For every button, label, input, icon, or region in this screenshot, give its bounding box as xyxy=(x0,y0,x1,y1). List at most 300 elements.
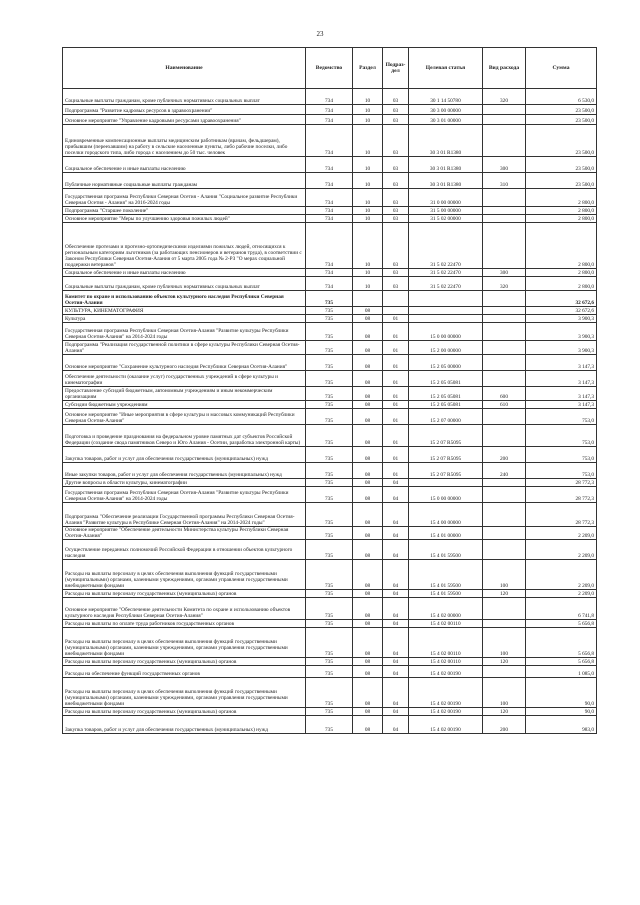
row-subsection: 04 xyxy=(383,487,409,503)
row-subsection: 03 xyxy=(383,105,409,115)
row-sum: 2 800,0 xyxy=(526,215,597,223)
row-name: Социальное обеспечение и иные выплаты населению xyxy=(63,157,306,173)
table-row xyxy=(63,323,597,341)
row-name: Подпрограмма "Старшее поколение" xyxy=(63,207,306,215)
row-expense-type xyxy=(483,307,526,315)
row-item xyxy=(409,315,483,323)
table-row xyxy=(63,425,597,447)
row-section: 08 xyxy=(353,487,383,503)
row-subsection: 03 xyxy=(383,89,409,105)
row-name: Комитет по охране и использованию объектов культурного наследия Республики Северная Осетия-Алания xyxy=(63,291,306,307)
row-sum: 5 656,8 xyxy=(526,658,597,666)
row-subsection: 03 xyxy=(383,115,409,125)
row-dept: 734 xyxy=(306,215,353,223)
row-expense-type xyxy=(483,620,526,628)
row-dept: 735 xyxy=(306,447,353,463)
row-name: Расходы на выплаты персоналу в целях обеспечения выполнения функций государственными (муниципальными) органами, казенными учреждениями, органами управления государственными внебюджетными фондами xyxy=(63,678,306,708)
row-item: 15 2 05 05081 xyxy=(409,401,483,409)
row-name: Подготовка и проведение празднования на федеральном уровне памятных дат субъектов Российской Федерации (создание свода памятников Северо и Юго Алания - Осетии, разработка электронной карты) xyxy=(63,425,306,447)
table-row xyxy=(63,447,597,463)
row-name: Основное мероприятие "Сохранение культурного наследия Республики Северная Осетия-Алания" xyxy=(63,355,306,371)
row-subsection: 01 xyxy=(383,387,409,401)
row-sum: 23 500,0 xyxy=(526,157,597,173)
row-subsection: 04 xyxy=(383,479,409,487)
row-subsection: 04 xyxy=(383,658,409,666)
row-section: 08 xyxy=(353,323,383,341)
row-item: 31 0 00 00000 xyxy=(409,189,483,207)
row-dept: 735 xyxy=(306,425,353,447)
row-name: Единовременные компенсационные выплаты медицинским работникам (врачам, фельдшерам), прибывшим (переехавшим) на работу в сельские населенные пункты, либо рабочие поселки, либо поселки городского типа, либо города с населением до 50 тыс. человек xyxy=(63,125,306,157)
row-subsection: 01 xyxy=(383,401,409,409)
row-dept: 735 xyxy=(306,716,353,734)
row-item: 15 4 01 00000 xyxy=(409,527,483,540)
row-section: 10 xyxy=(353,277,383,291)
row-name: Расходы на выплаты персоналу государственных (муниципальных) органов xyxy=(63,708,306,716)
row-expense-type xyxy=(483,598,526,620)
row-item: 15 4 02 00190 xyxy=(409,716,483,734)
row-section: 10 xyxy=(353,223,383,269)
table-body xyxy=(63,89,597,734)
row-name: Расходы на выплаты по оплате труда работников государственных органов xyxy=(63,620,306,628)
row-item: 15 4 02 00190 xyxy=(409,678,483,708)
row-section: 08 xyxy=(353,479,383,487)
row-item: 15 4 02 00190 xyxy=(409,666,483,678)
row-subsection: 03 xyxy=(383,173,409,189)
row-subsection: 04 xyxy=(383,503,409,527)
row-sum: 3 147,3 xyxy=(526,355,597,371)
row-item: 31 5 00 00000 xyxy=(409,207,483,215)
table-row xyxy=(63,479,597,487)
table-row xyxy=(63,215,597,223)
row-subsection: 03 xyxy=(383,189,409,207)
row-expense-type: 600 xyxy=(483,387,526,401)
row-item: 15 2 07 00000 xyxy=(409,409,483,425)
row-subsection: 04 xyxy=(383,708,409,716)
table-row xyxy=(63,628,597,658)
table-row xyxy=(63,401,597,409)
row-name: Обеспечение протезами и протезно-ортопедическими изделиями пожилых людей, относящихся к региональным категориям льготников (за работающих пенсионеров и ветеранов труда), в соответствии с Законом Республики Северная Осетия-Алания от 5 марта 2005 года № 2-РЗ "О мерах социальной поддержки ветеранов" xyxy=(63,223,306,269)
row-dept: 735 xyxy=(306,307,353,315)
table-row xyxy=(63,409,597,425)
row-section: 08 xyxy=(353,560,383,590)
row-sum: 753,0 xyxy=(526,447,597,463)
row-subsection: 04 xyxy=(383,560,409,590)
row-name: Основное мероприятие "Обеспечение деятельности Комитета по охране и использованию объектов культурного наследия Республики Северная Осетия-Алания" xyxy=(63,598,306,620)
table-row xyxy=(63,315,597,323)
row-section: 08 xyxy=(353,666,383,678)
row-subsection: 03 xyxy=(383,215,409,223)
row-expense-type xyxy=(483,105,526,115)
row-sum: 32 672,6 xyxy=(526,291,597,307)
table-row xyxy=(63,157,597,173)
row-expense-type xyxy=(483,323,526,341)
row-dept: 735 xyxy=(306,341,353,355)
row-dept: 735 xyxy=(306,620,353,628)
row-item: 15 0 00 00000 xyxy=(409,323,483,341)
row-sum: 2 209,0 xyxy=(526,560,597,590)
row-item: 15 4 00 00000 xyxy=(409,503,483,527)
row-expense-type xyxy=(483,125,526,157)
row-sum: 28 772,3 xyxy=(526,487,597,503)
row-expense-type xyxy=(483,207,526,215)
row-item: 15 2 05 05081 xyxy=(409,371,483,387)
row-expense-type xyxy=(483,355,526,371)
row-item: 30 1 14 50780 xyxy=(409,89,483,105)
table-row xyxy=(63,173,597,189)
row-dept: 734 xyxy=(306,207,353,215)
row-dept: 734 xyxy=(306,89,353,105)
row-name: Основное мероприятие "Обеспечение деятельности Министерства культуры Республики Северная Осетия-Алания" xyxy=(63,527,306,540)
row-dept: 735 xyxy=(306,540,353,560)
row-item: 31 5 02 22470 xyxy=(409,223,483,269)
row-sum: 6 530,0 xyxy=(526,89,597,105)
row-expense-type: 310 xyxy=(483,173,526,189)
row-item: 15 4 01 59500 xyxy=(409,560,483,590)
row-name: Основное мероприятие "Иные мероприятия в сфере культуры и массовых коммуникаций Республики Северная Осетия-Алания" xyxy=(63,409,306,425)
row-sum: 753,0 xyxy=(526,409,597,425)
row-subsection: 01 xyxy=(383,341,409,355)
row-item: 15 4 01 59500 xyxy=(409,590,483,598)
row-item: 30 3 01 R1380 xyxy=(409,125,483,157)
row-name: Культура xyxy=(63,315,306,323)
row-expense-type: 320 xyxy=(483,277,526,291)
budget-table xyxy=(62,47,597,734)
row-section: 08 xyxy=(353,658,383,666)
row-expense-type xyxy=(483,479,526,487)
table-row xyxy=(63,708,597,716)
row-expense-type xyxy=(483,189,526,207)
row-dept: 735 xyxy=(306,371,353,387)
table-row xyxy=(63,307,597,315)
row-dept: 735 xyxy=(306,355,353,371)
table-row xyxy=(63,291,597,307)
row-sum: 23 500,0 xyxy=(526,105,597,115)
row-subsection: 04 xyxy=(383,540,409,560)
row-name: Социальные выплаты гражданам, кроме публичных нормативных социальных выплат xyxy=(63,89,306,105)
row-item: 15 2 05 00000 xyxy=(409,355,483,371)
row-subsection: 04 xyxy=(383,716,409,734)
row-item: 15 2 00 00000 xyxy=(409,341,483,355)
row-sum: 5 656,8 xyxy=(526,628,597,658)
row-item: 15 4 02 00190 xyxy=(409,708,483,716)
row-section: 08 xyxy=(353,425,383,447)
row-name: Расходы на выплаты персоналу государственных (муниципальных) органов xyxy=(63,658,306,666)
row-dept: 735 xyxy=(306,479,353,487)
table-row xyxy=(63,355,597,371)
row-subsection: 04 xyxy=(383,678,409,708)
row-dept: 734 xyxy=(306,277,353,291)
row-section: 08 xyxy=(353,540,383,560)
row-name: Расходы на обеспечение функций государственных органов xyxy=(63,666,306,678)
table-row xyxy=(63,503,597,527)
row-expense-type: 100 xyxy=(483,560,526,590)
table-row xyxy=(63,105,597,115)
row-name: Предоставление субсидий бюджетным, автономным учреждениям и иным некоммерческим организациям xyxy=(63,387,306,401)
row-sum: 2 209,0 xyxy=(526,527,597,540)
header-name: Наименование xyxy=(63,48,306,89)
row-sum: 90,0 xyxy=(526,708,597,716)
row-sum: 753,0 xyxy=(526,463,597,479)
row-sum: 32 672,6 xyxy=(526,307,597,315)
row-sum: 1 085,0 xyxy=(526,666,597,678)
row-subsection: 03 xyxy=(383,269,409,277)
row-dept: 735 xyxy=(306,658,353,666)
row-section: 08 xyxy=(353,307,383,315)
row-section: 10 xyxy=(353,125,383,157)
row-dept: 734 xyxy=(306,173,353,189)
row-sum: 23 500,0 xyxy=(526,115,597,125)
row-name: Другие вопросы в области культуры, кинематографии xyxy=(63,479,306,487)
header-expense-type: Вид расхода xyxy=(483,48,526,89)
header-subsection: Подраз-дел xyxy=(383,48,409,89)
header-item: Целевая статья xyxy=(409,48,483,89)
row-section: 08 xyxy=(353,409,383,425)
row-expense-type xyxy=(483,425,526,447)
row-section: 08 xyxy=(353,503,383,527)
row-subsection: 01 xyxy=(383,355,409,371)
row-expense-type: 120 xyxy=(483,708,526,716)
row-section: 08 xyxy=(353,708,383,716)
row-subsection: 04 xyxy=(383,666,409,678)
row-item xyxy=(409,291,483,307)
row-name: Закупка товаров, работ и услуг для обеспечения государственных (муниципальных) нужд xyxy=(63,447,306,463)
row-item: 30 3 01 R1380 xyxy=(409,157,483,173)
row-dept: 735 xyxy=(306,678,353,708)
table-row xyxy=(63,341,597,355)
row-subsection: 04 xyxy=(383,527,409,540)
row-sum: 2 800,0 xyxy=(526,207,597,215)
row-subsection: 03 xyxy=(383,223,409,269)
row-item: 15 2 07 R5095 xyxy=(409,463,483,479)
row-name: Государственная программа Республики Северная Осетия-Алания "Развитие культуры Республики Северная Осетия-Алания" на 2014-2024 годы xyxy=(63,487,306,503)
row-section: 10 xyxy=(353,105,383,115)
row-item xyxy=(409,307,483,315)
row-sum: 90,0 xyxy=(526,678,597,708)
row-section xyxy=(353,291,383,307)
row-section: 08 xyxy=(353,716,383,734)
row-dept: 735 xyxy=(306,315,353,323)
row-name: Подпрограмма "Обеспечение реализации Государственной программы Республики Северная Осетия-Алания "Развитие культуры в Республике Северная Осетия-Алания" на 2014-2024 годы" xyxy=(63,503,306,527)
row-dept: 735 xyxy=(306,291,353,307)
table-row xyxy=(63,207,597,215)
row-dept: 734 xyxy=(306,269,353,277)
row-sum: 3 900,3 xyxy=(526,341,597,355)
row-dept: 734 xyxy=(306,157,353,173)
row-dept: 735 xyxy=(306,503,353,527)
row-subsection: 03 xyxy=(383,157,409,173)
row-sum: 23 500,0 xyxy=(526,125,597,157)
row-expense-type: 300 xyxy=(483,269,526,277)
row-dept: 735 xyxy=(306,323,353,341)
row-subsection: 01 xyxy=(383,409,409,425)
row-item xyxy=(409,479,483,487)
row-subsection: 03 xyxy=(383,207,409,215)
row-subsection: 01 xyxy=(383,447,409,463)
row-section: 08 xyxy=(353,678,383,708)
row-expense-type: 320 xyxy=(483,89,526,105)
header-dept: Ведомство xyxy=(306,48,353,89)
row-sum: 983,0 xyxy=(526,716,597,734)
row-sum: 2 800,0 xyxy=(526,189,597,207)
row-expense-type xyxy=(483,527,526,540)
table-row xyxy=(63,269,597,277)
row-section: 10 xyxy=(353,189,383,207)
row-expense-type: 120 xyxy=(483,658,526,666)
table-row xyxy=(63,223,597,269)
table-row xyxy=(63,666,597,678)
row-expense-type: 100 xyxy=(483,628,526,658)
row-expense-type xyxy=(483,341,526,355)
row-subsection: 04 xyxy=(383,620,409,628)
row-name: Расходы на выплаты персоналу в целях обеспечения выполнения функций государственными (муниципальными) органами, казенными учреждениями, органами управления государственными внебюджетными фондами xyxy=(63,628,306,658)
table-row xyxy=(63,590,597,598)
row-section: 10 xyxy=(353,115,383,125)
row-sum: 2 800,0 xyxy=(526,223,597,269)
row-name: Государственная программа Республики Северная Осетия - Алания "Социальное развитие Республики Северная Осетия - Алания" на 2016-2024 годы xyxy=(63,189,306,207)
row-subsection: 03 xyxy=(383,277,409,291)
table-row xyxy=(63,89,597,105)
row-dept: 735 xyxy=(306,560,353,590)
row-section: 08 xyxy=(353,628,383,658)
row-name: Расходы на выплаты персоналу в целях обеспечения выполнения функций государственными (муниципальными) органами, казенными учреждениями, органами управления государственными внебюджетными фондами xyxy=(63,560,306,590)
table-row xyxy=(63,125,597,157)
row-section: 10 xyxy=(353,173,383,189)
row-sum: 2 209,0 xyxy=(526,590,597,598)
row-sum: 5 656,8 xyxy=(526,620,597,628)
table-row xyxy=(63,620,597,628)
row-name: Закупка товаров, работ и услуг для обеспечения государственных (муниципальных) нужд xyxy=(63,716,306,734)
row-name: Осуществление переданных полномочий Российской Федерации в отношении объектов культурного наследия xyxy=(63,540,306,560)
row-expense-type xyxy=(483,540,526,560)
row-dept: 735 xyxy=(306,387,353,401)
row-name: Подпрограмма "Развитие кадровых ресурсов в здравоохранении" xyxy=(63,105,306,115)
row-expense-type: 120 xyxy=(483,590,526,598)
row-expense-type: 200 xyxy=(483,716,526,734)
row-sum: 2 800,0 xyxy=(526,277,597,291)
row-section: 10 xyxy=(353,89,383,105)
row-item: 15 4 01 59500 xyxy=(409,540,483,560)
row-sum: 3 147,3 xyxy=(526,387,597,401)
row-item: 15 4 02 00110 xyxy=(409,658,483,666)
row-sum: 3 147,3 xyxy=(526,371,597,387)
row-section: 08 xyxy=(353,598,383,620)
table-row xyxy=(63,716,597,734)
row-subsection: 01 xyxy=(383,371,409,387)
row-name: Публичные нормативные социальные выплаты гражданам xyxy=(63,173,306,189)
row-item: 15 2 07 R5095 xyxy=(409,447,483,463)
row-dept: 735 xyxy=(306,628,353,658)
row-section: 08 xyxy=(353,527,383,540)
row-dept: 735 xyxy=(306,527,353,540)
row-name: Социальное обеспечение и иные выплаты населению xyxy=(63,269,306,277)
row-expense-type xyxy=(483,487,526,503)
row-expense-type xyxy=(483,666,526,678)
row-name: КУЛЬТУРА, КИНЕМАТОГРАФИЯ xyxy=(63,307,306,315)
header-section: Раздел xyxy=(353,48,383,89)
row-subsection: 04 xyxy=(383,628,409,658)
row-name: Подпрограмма "Реализация государственной политики в сфере культуры Республики Северная Осетия-Алания" xyxy=(63,341,306,355)
row-sum: 3 900,3 xyxy=(526,323,597,341)
table-row xyxy=(63,115,597,125)
row-section: 10 xyxy=(353,157,383,173)
row-subsection: 01 xyxy=(383,323,409,341)
row-expense-type: 240 xyxy=(483,463,526,479)
row-dept: 734 xyxy=(306,125,353,157)
row-sum: 2 800,0 xyxy=(526,269,597,277)
table-row xyxy=(63,540,597,560)
row-subsection xyxy=(383,291,409,307)
row-name: Основное мероприятие "Меры по улучшению здоровья пожилых людей" xyxy=(63,215,306,223)
row-item: 15 2 07 R5095 xyxy=(409,425,483,447)
row-dept: 734 xyxy=(306,189,353,207)
table-row xyxy=(63,463,597,479)
row-item: 30 3 01 R1380 xyxy=(409,173,483,189)
table-row xyxy=(63,598,597,620)
row-item: 15 4 02 00110 xyxy=(409,628,483,658)
row-expense-type: 100 xyxy=(483,678,526,708)
table-row xyxy=(63,487,597,503)
row-subsection: 04 xyxy=(383,598,409,620)
row-item: 15 4 02 00110 xyxy=(409,620,483,628)
row-sum: 2 209,0 xyxy=(526,540,597,560)
row-dept: 734 xyxy=(306,115,353,125)
row-section: 08 xyxy=(353,447,383,463)
row-name: Расходы на выплаты персоналу государственных (муниципальных) органов xyxy=(63,590,306,598)
row-section: 10 xyxy=(353,215,383,223)
row-item: 31 5 02 00000 xyxy=(409,215,483,223)
row-section: 08 xyxy=(353,590,383,598)
row-expense-type xyxy=(483,215,526,223)
row-section: 08 xyxy=(353,341,383,355)
table-row xyxy=(63,678,597,708)
row-dept: 735 xyxy=(306,401,353,409)
row-sum: 28 772,3 xyxy=(526,503,597,527)
row-item: 31 5 02 22470 xyxy=(409,269,483,277)
header-sum: Сумма xyxy=(526,48,597,89)
row-dept: 734 xyxy=(306,223,353,269)
row-expense-type xyxy=(483,291,526,307)
row-expense-type: 200 xyxy=(483,447,526,463)
table-header xyxy=(63,48,597,89)
row-section: 08 xyxy=(353,620,383,628)
row-name: Основное мероприятие "Управление кадровыми ресурсами здравоохранения" xyxy=(63,115,306,125)
row-section: 10 xyxy=(353,207,383,215)
row-expense-type xyxy=(483,115,526,125)
row-dept: 734 xyxy=(306,105,353,115)
row-sum: 3 147,3 xyxy=(526,401,597,409)
row-subsection: 01 xyxy=(383,425,409,447)
row-section: 08 xyxy=(353,401,383,409)
row-dept: 735 xyxy=(306,666,353,678)
table-row xyxy=(63,527,597,540)
row-dept: 735 xyxy=(306,708,353,716)
row-section: 08 xyxy=(353,355,383,371)
row-dept: 735 xyxy=(306,409,353,425)
row-name: Иные закупки товаров, работ и услуг для обеспечения государственных (муниципальных) нужд xyxy=(63,463,306,479)
table-row xyxy=(63,189,597,207)
row-name: Субсидии бюджетным учреждениям xyxy=(63,401,306,409)
table-row xyxy=(63,658,597,666)
row-section: 08 xyxy=(353,463,383,479)
row-dept: 735 xyxy=(306,590,353,598)
row-expense-type xyxy=(483,223,526,269)
row-dept: 735 xyxy=(306,487,353,503)
row-sum: 753,0 xyxy=(526,425,597,447)
row-dept: 735 xyxy=(306,598,353,620)
row-subsection: 03 xyxy=(383,125,409,157)
row-subsection xyxy=(383,307,409,315)
table-row xyxy=(63,371,597,387)
